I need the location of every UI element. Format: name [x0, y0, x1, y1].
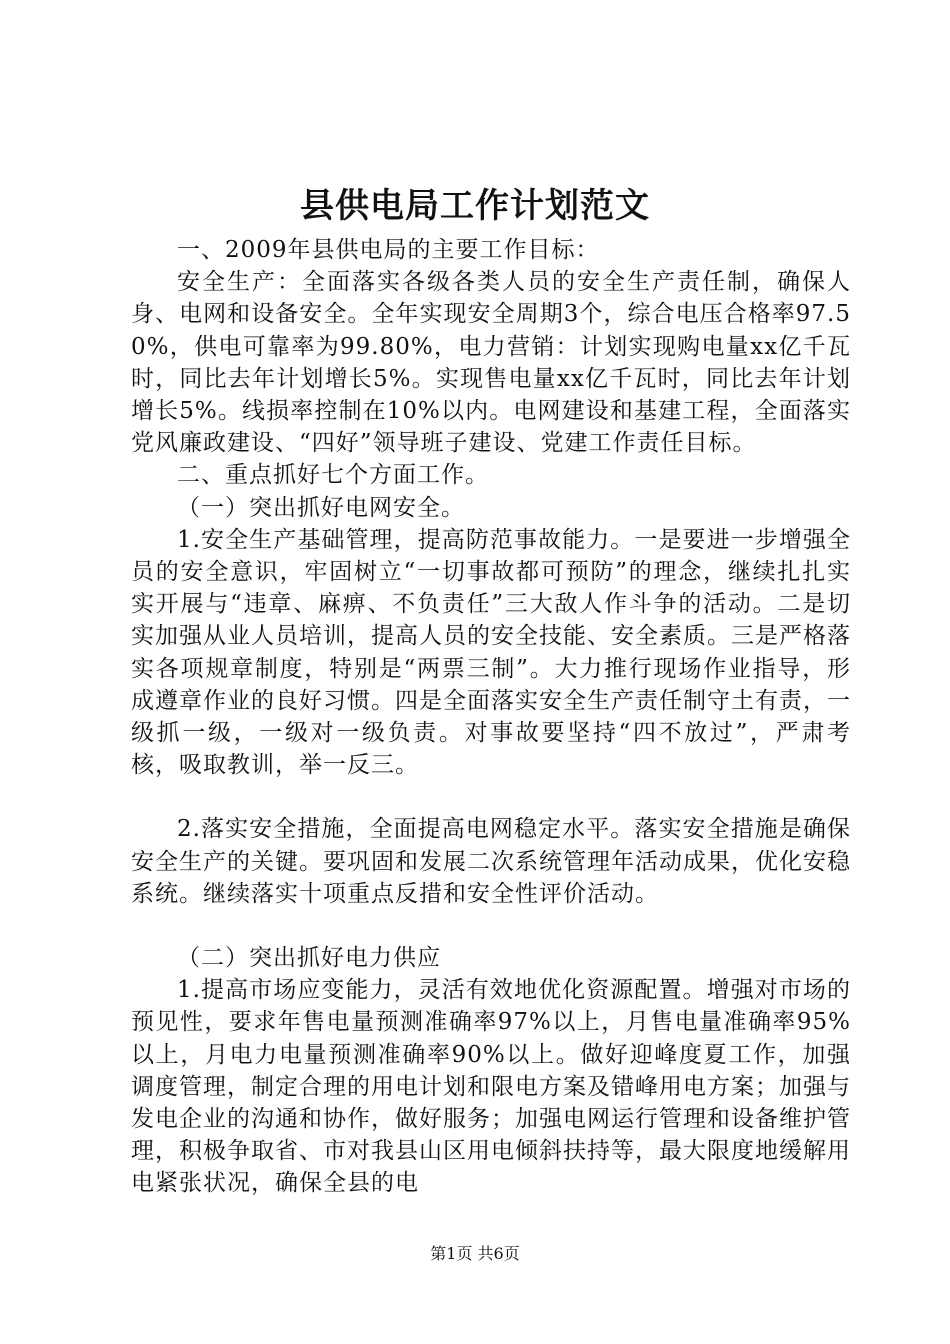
document-body	[131, 234, 851, 1200]
section-heading-key-work: 二、重点抓好七个方面工作。	[177, 462, 489, 489]
subheading-power-supply: （二）突出抓好电力供应	[177, 945, 441, 972]
page-number-footer: 第1页 共6页	[430, 1244, 520, 1263]
section-heading-goals: 一、2009年县供电局的主要工作目标：	[177, 237, 600, 263]
document-title: 县供电局工作计划范文	[300, 186, 650, 226]
paragraph-safety-management: 1.安全生产基础管理，提高防范事故能力。一是要进一步增强全员的安全意识，牢固树立“一切事故都可预防”的理念，继续扎扎实实开展与“违章、麻痹、不负责任”三大敌人作斗争的活动。二是切实加强从业人员培训，提高人员的安全技能、安全素质。三是严格落实各项规章制度，特别是“两票三制”。大力推行现场作业指导，形成遵章作业的良好习惯。四是全面落实安全生产责任制守土有责，一级抓一级，一级对一级负责。对事故要坚持“四不放过”，严肃考核，吸取教训，举一反三。	[131, 526, 851, 779]
paragraph-safety-measures: 2.落实安全措施，全面提高电网稳定水平。落实安全措施是确保安全生产的关键。要巩固和发展二次系统管理年活动成果，优化安稳系统。继续落实十项重点反措和安全性评价活动。	[131, 816, 851, 907]
paragraph-safety-goals: 安全生产：全面落实各级各类人员的安全生产责任制，确保人身、电网和设备安全。全年实现安全周期3个，综合电压合格率97.50%，供电可靠率为99.80%，电力营销：计划实现购电量xx亿千瓦时，同比去年计划增长5%。实现售电量xx亿千瓦时，同比去年计划增长5%。线损率控制在10%以内。电网建设和基建工程，全面落实党风廉政建设、“四好”领导班子建设、党建工作责任目标。	[131, 269, 851, 457]
subheading-grid-safety: （一）突出抓好电网安全。	[177, 494, 465, 521]
paragraph-spacer	[131, 910, 851, 942]
paragraph-spacer	[131, 781, 851, 813]
paragraph-market-response: 1.提高市场应变能力，灵活有效地优化资源配置。增强对市场的预见性，要求年售电量预测准确率97%以上，月售电量准确率95%以上，月电力电量预测准确率90%以上。做好迎峰度夏工作，加强调度管理，制定合理的用电计划和限电方案及错峰用电方案；加强与发电企业的沟通和协作，做好服务；加强电网运行管理和设备维护管理，积极争取省、市对我县山区用电倾斜扶持等，最大限度地缓解用电紧张状况，确保全县的电	[131, 977, 851, 1197]
